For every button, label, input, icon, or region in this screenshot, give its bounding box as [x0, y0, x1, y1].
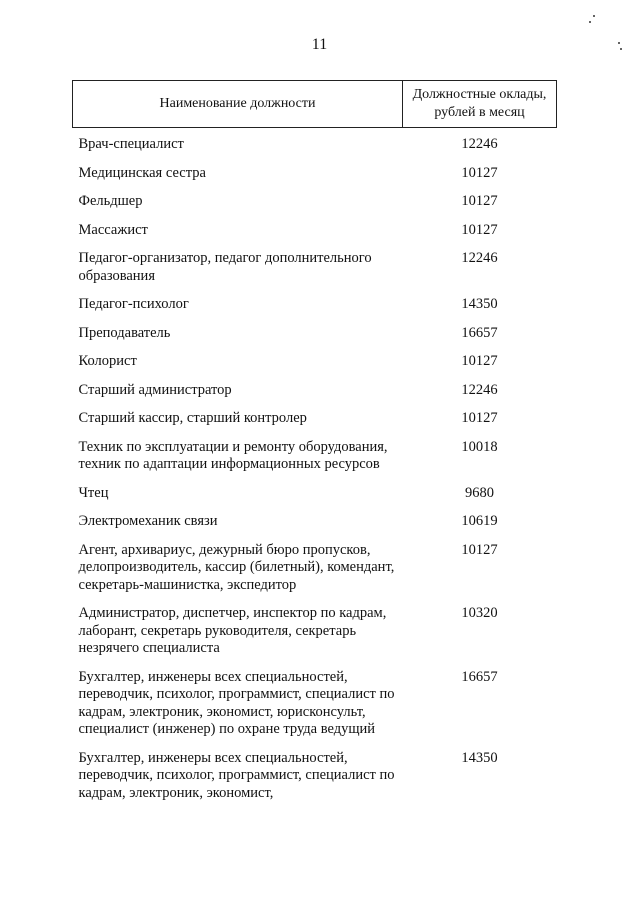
position-name: Администратор, диспетчер, инспектор по кадрам, лаборант, секретарь руководителя, секретарь незрячего специалиста — [78, 605, 387, 656]
salary-value: 10127 — [461, 221, 498, 238]
table-row — [73, 542, 557, 606]
position-name: Агент, архивариус, дежурный бюро пропусков, делопроизводитель, кассир (билетный), комендант, секретарь-машинистка, экспедитор — [78, 541, 395, 593]
scan-speck — [618, 42, 620, 44]
position-name: Врач-специалист — [78, 136, 184, 152]
scan-speck — [589, 21, 591, 23]
table-row — [73, 325, 557, 354]
salary-value: 12246 — [461, 381, 498, 398]
table-row — [73, 485, 557, 514]
position-name: Педагог-организатор, педагог дополнительного образования — [78, 250, 372, 284]
salary-value: 10127 — [461, 410, 498, 426]
table-row — [73, 165, 557, 194]
salary-value: 12246 — [461, 250, 498, 266]
salary-value: 9680 — [465, 484, 494, 501]
salary-table — [72, 80, 557, 813]
salary-value: 10320 — [461, 605, 498, 621]
header-position: Наименование должности — [73, 81, 403, 128]
position-name: Преподаватель — [78, 324, 171, 341]
table-row — [73, 410, 557, 439]
salary-value: 16657 — [461, 324, 498, 341]
table-row — [73, 193, 557, 222]
salary-value: 14350 — [461, 296, 498, 312]
salary-value: 10127 — [461, 541, 498, 558]
position-name: Медицинская сестра — [78, 164, 206, 181]
position-name: Электромеханик связи — [78, 513, 218, 529]
position-name: Колорист — [78, 353, 137, 369]
table-row — [73, 382, 557, 411]
position-name: Чтец — [78, 484, 109, 501]
table-row — [73, 439, 557, 485]
table-header-row — [73, 81, 557, 128]
position-name: Старший кассир, старший контролер — [78, 410, 307, 426]
table-row — [73, 750, 557, 814]
table-row — [73, 353, 557, 382]
salary-value: 10127 — [461, 353, 498, 369]
salary-value: 10127 — [461, 193, 498, 209]
table-row — [73, 250, 557, 296]
position-name: Фельдшер — [78, 193, 143, 209]
position-name: Старший администратор — [78, 381, 232, 398]
salary-value: 10619 — [461, 513, 498, 529]
salary-value: 14350 — [461, 749, 498, 766]
table-row — [73, 513, 557, 542]
table-row — [73, 128, 557, 165]
position-name: Бухгалтер, инженеры всех специальностей, переводчик, психолог, программист, специалист по кадрам, электроник, экономист, — [78, 749, 395, 801]
table-row — [73, 605, 557, 669]
position-name: Бухгалтер, инженеры всех специальностей, переводчик, психолог, программист, специалист по кадрам, электроник, экономист, юрисконсульт, специалист (инженер) по охране труда ведущий — [78, 668, 395, 737]
salary-value: 10018 — [461, 438, 498, 455]
salary-value: 12246 — [461, 136, 498, 152]
scan-speck — [593, 15, 595, 17]
position-name: Педагог-психолог — [78, 296, 189, 312]
scan-speck — [620, 48, 622, 50]
table-row — [73, 222, 557, 251]
table-row — [73, 669, 557, 750]
salary-value: 16657 — [461, 668, 498, 685]
table-row — [73, 296, 557, 325]
position-name: Массажист — [78, 221, 148, 238]
page-number: 11 — [311, 36, 328, 53]
salary-value: 10127 — [461, 164, 498, 181]
header-salary: Должностные оклады, рублей в месяц — [403, 81, 557, 128]
position-name: Техник по эксплуатации и ремонту оборудования, техник по адаптации информационных ресурсов — [78, 438, 388, 472]
